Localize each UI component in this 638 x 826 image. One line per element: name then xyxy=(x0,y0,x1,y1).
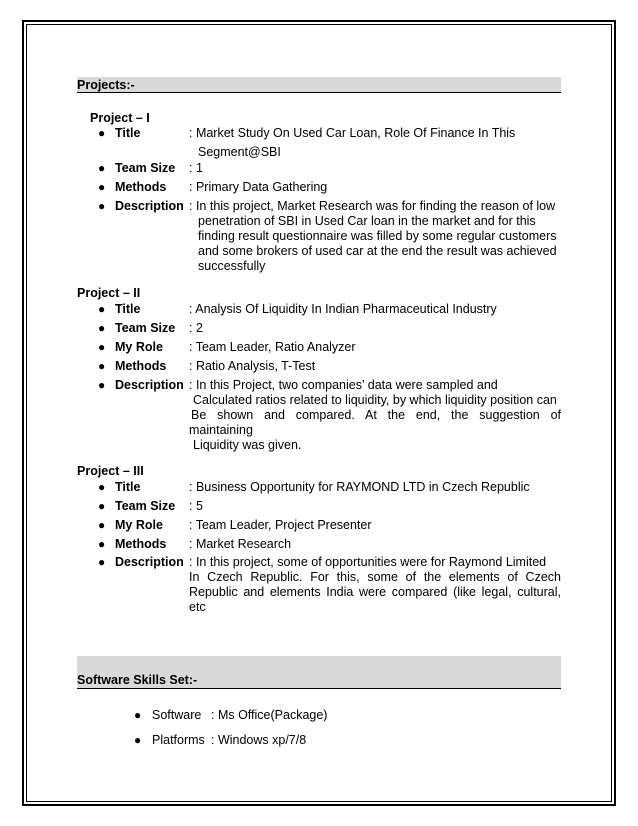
project-2-description-line-5: Liquidity was given. xyxy=(193,438,302,452)
bullet-icon: ● xyxy=(98,499,106,513)
project-1-methods-label: Methods xyxy=(115,180,167,194)
project-2-description-line-2: Calculated ratios related to liquidity, by which liquidity position can xyxy=(193,393,557,407)
bullet-icon: ● xyxy=(98,378,106,392)
project-2-description-line-1: : In this Project, two companies’ data were sampled and xyxy=(189,378,498,392)
project-2-title-value: : Analysis Of Liquidity In Indian Pharmaceutical Industry xyxy=(189,302,497,316)
project-3-role-value: : Team Leader, Project Presenter xyxy=(189,518,372,532)
bullet-icon: ● xyxy=(98,302,106,316)
project-2-teamsize-label: Team Size xyxy=(115,321,176,335)
project-1-methods-value: : Primary Data Gathering xyxy=(189,180,328,194)
project-3-description-line-2: In Czech Republic. For this, some of the elements of Czech xyxy=(189,570,561,584)
project-2-role-label: My Role xyxy=(115,340,163,354)
bullet-icon: ● xyxy=(98,199,106,213)
bullet-icon: ● xyxy=(134,733,142,747)
project-3-title-label: Title xyxy=(115,480,141,494)
project-1-description-line-5: successfully xyxy=(198,259,266,273)
project-2-description-line-4: maintaining xyxy=(189,423,253,437)
project-2-heading: Project – II xyxy=(77,286,141,300)
software-section-title: Software Skills Set:- xyxy=(77,673,198,687)
project-2-description-line-3: Be shown and compared. At the end, the suggestion of xyxy=(191,408,561,422)
project-1-teamsize-value: : 1 xyxy=(189,161,203,175)
bullet-icon: ● xyxy=(134,708,142,722)
project-3-description-line-1: : In this project, some of opportunities were for Raymond Limited xyxy=(189,555,547,569)
project-3-teamsize-value: : 5 xyxy=(189,499,203,513)
project-1-title-label: Title xyxy=(115,126,141,140)
project-3-description-label: Description xyxy=(115,555,184,569)
project-1-heading: Project – I xyxy=(90,111,150,125)
bullet-icon: ● xyxy=(98,537,106,551)
project-2-methods-label: Methods xyxy=(115,359,167,373)
project-1-description-line-1: : In this project, Market Research was for finding the reason of low xyxy=(189,199,556,213)
bullet-icon: ● xyxy=(98,126,106,140)
project-1-description-label: Description xyxy=(115,199,184,213)
project-3-role-label: My Role xyxy=(115,518,163,532)
project-3-teamsize-label: Team Size xyxy=(115,499,176,513)
project-3-title-value: : Business Opportunity for RAYMOND LTD in Czech Republic xyxy=(189,480,530,494)
project-2-teamsize-value: : 2 xyxy=(189,321,203,335)
projects-section-title: Projects:- xyxy=(77,78,135,92)
bullet-icon: ● xyxy=(98,555,106,569)
bullet-icon: ● xyxy=(98,340,106,354)
bullet-icon: ● xyxy=(98,161,106,175)
project-3-description-line-4: etc xyxy=(189,600,206,614)
bullet-icon: ● xyxy=(98,180,106,194)
project-3-methods-label: Methods xyxy=(115,537,167,551)
project-1-description-line-4: and some brokers of used car at the end the result was achieved xyxy=(198,244,557,258)
project-2-role-value: : Team Leader, Ratio Analyzer xyxy=(189,340,356,354)
bullet-icon: ● xyxy=(98,321,106,335)
project-1-description-line-3: finding result questionnaire was filled by some regular customers xyxy=(198,229,557,243)
software-skill-label: Software xyxy=(152,708,202,722)
projects-section-bar xyxy=(77,77,561,93)
bullet-icon: ● xyxy=(98,359,106,373)
project-3-methods-value: : Market Research xyxy=(189,537,292,551)
project-1-description-line-2: penetration of SBI in Used Car loan in the market and for this xyxy=(198,214,536,228)
project-2-methods-value: : Ratio Analysis, T-Test xyxy=(189,359,316,373)
project-1-teamsize-label: Team Size xyxy=(115,161,176,175)
project-3-description-line-3: Republic and elements India were compared (like legal, cultural, xyxy=(189,585,561,599)
platforms-skill-value: : Windows xp/7/8 xyxy=(211,733,307,747)
project-3-heading: Project – III xyxy=(77,464,144,478)
platforms-skill-label: Platforms xyxy=(152,733,205,747)
project-1-title-value-line-2: Segment@SBI xyxy=(198,145,281,159)
project-2-title-label: Title xyxy=(115,302,141,316)
project-1-title-value-line-1: : Market Study On Used Car Loan, Role Of Finance In This xyxy=(189,126,516,140)
bullet-icon: ● xyxy=(98,480,106,494)
bullet-icon: ● xyxy=(98,518,106,532)
software-skill-value: : Ms Office(Package) xyxy=(211,708,328,722)
project-2-description-label: Description xyxy=(115,378,184,392)
